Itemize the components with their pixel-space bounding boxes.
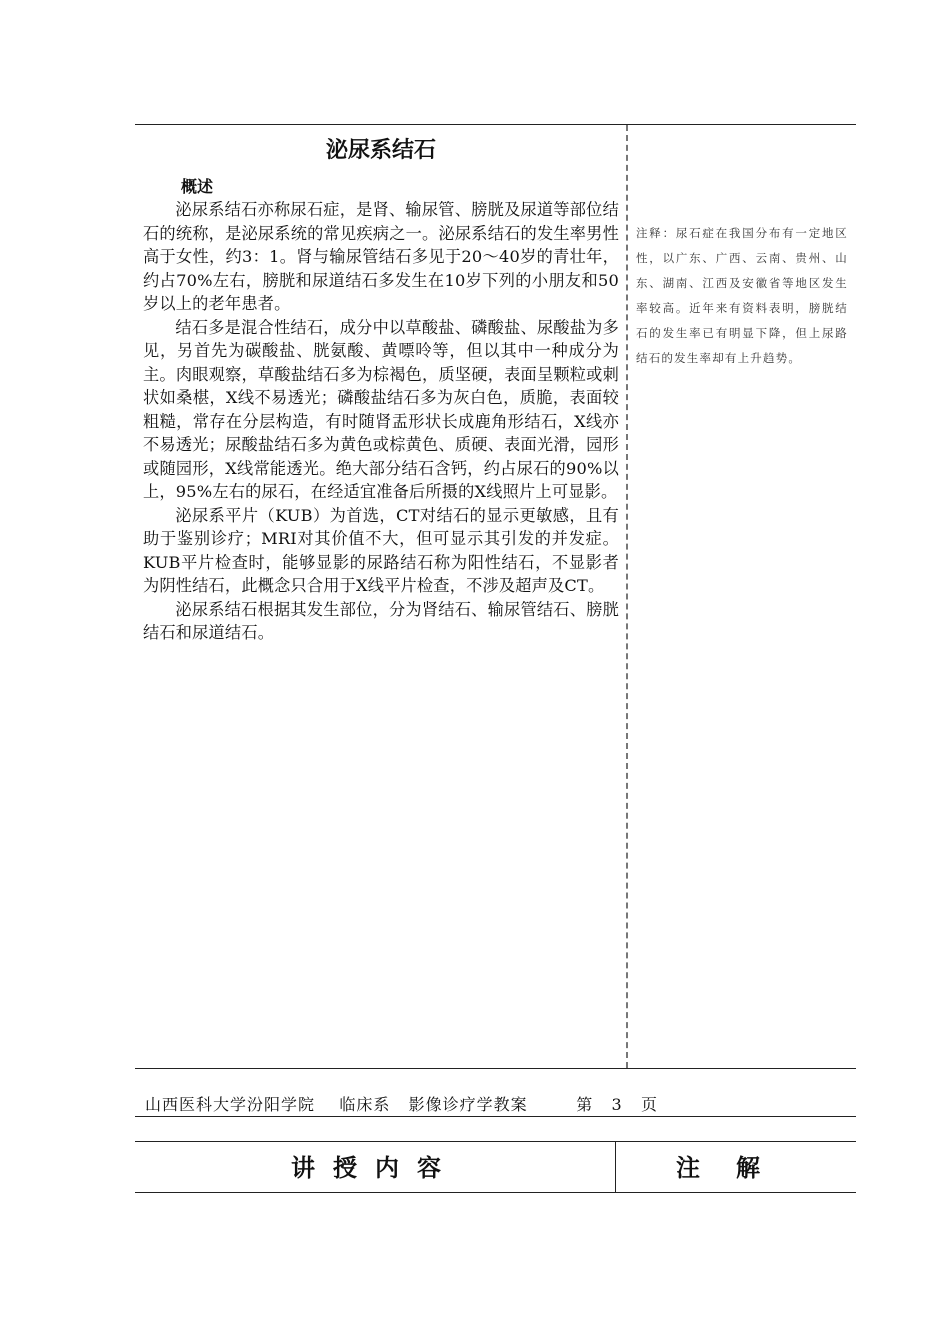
paragraph-4: 泌尿系结石根据其发生部位，分为肾结石、输尿管结石、膀胱结石和尿道结石。	[143, 599, 619, 642]
bottom-rule	[135, 1068, 856, 1069]
side-note: 注释：尿石症在我国分布有一定地区性，以广东、广西、云南、贵州、山东、湖南、江西及安徽省等地区发生率较高。近年来有资料表明，膀胱结石的发生率已有明显下降，但上尿路结石的发生率却有上升趋势。	[636, 226, 848, 365]
section-heading: 概述	[181, 177, 214, 196]
paragraph-2: 结石多是混合性结石，成分中以草酸盐、磷酸盐、尿酸盐为多见，另首先为碳酸盐、胱氨酸、黄嘌呤等，但以其中一种成分为主。肉眼观察，草酸盐结石多为棕褐色，质坚硬，表面呈颗粒或刺状如桑椹，X线不易透光；磷酸盐结石多为灰白色，质脆，表面较粗糙，常存在分层构造，有时随肾盂形状长成鹿角形结石，X线亦不易透光；尿酸盐结石多为黄色或棕黄色、质硬、表面光滑，园形或随园形，X线常能透光。绝大部分结石含钙，约占尿石的90%以上，95%左右的尿石，在经适宜准备后所摄的X线照片上可显影。	[143, 317, 619, 501]
header-lecture-content: 讲授内容	[291, 1153, 459, 1182]
header-notes: 注解	[676, 1153, 796, 1182]
page-title: 泌尿系结石	[325, 138, 436, 163]
header-table-bottom	[135, 1192, 856, 1193]
page-footer: 山西医科大学汾阳学院 临床系 影像诊疗学教案 第 3 页	[145, 1095, 658, 1114]
paragraph-3: 泌尿系平片（KUB）为首选，CT对结石的显示更敏感，且有助于鉴别诊疗；MRI对其价值不大，但可显示其引发的并发症。KUB平片检查时，能够显影的尿路结石称为阳性结石，不显影者为阴性结石，此概念只合用于X线平片检查，不涉及超声及CT。	[143, 505, 619, 595]
main-content	[143, 134, 619, 645]
footer-rule	[135, 1116, 856, 1117]
top-rule	[135, 124, 856, 125]
paragraph-1: 泌尿系结石亦称尿石症，是肾、输尿管、膀胱及尿道等部位结石的统称，是泌尿系统的常见疾病之一。泌尿系结石的发生率男性高于女性，约3：1。肾与输尿管结石多见于20～40岁的青壮年，约占70%左右，膀胱和尿道结石多发生在10岁下列的小朋友和50岁以上的老年患者。	[143, 200, 619, 313]
header-table-top	[135, 1141, 856, 1142]
column-divider	[626, 125, 628, 1068]
